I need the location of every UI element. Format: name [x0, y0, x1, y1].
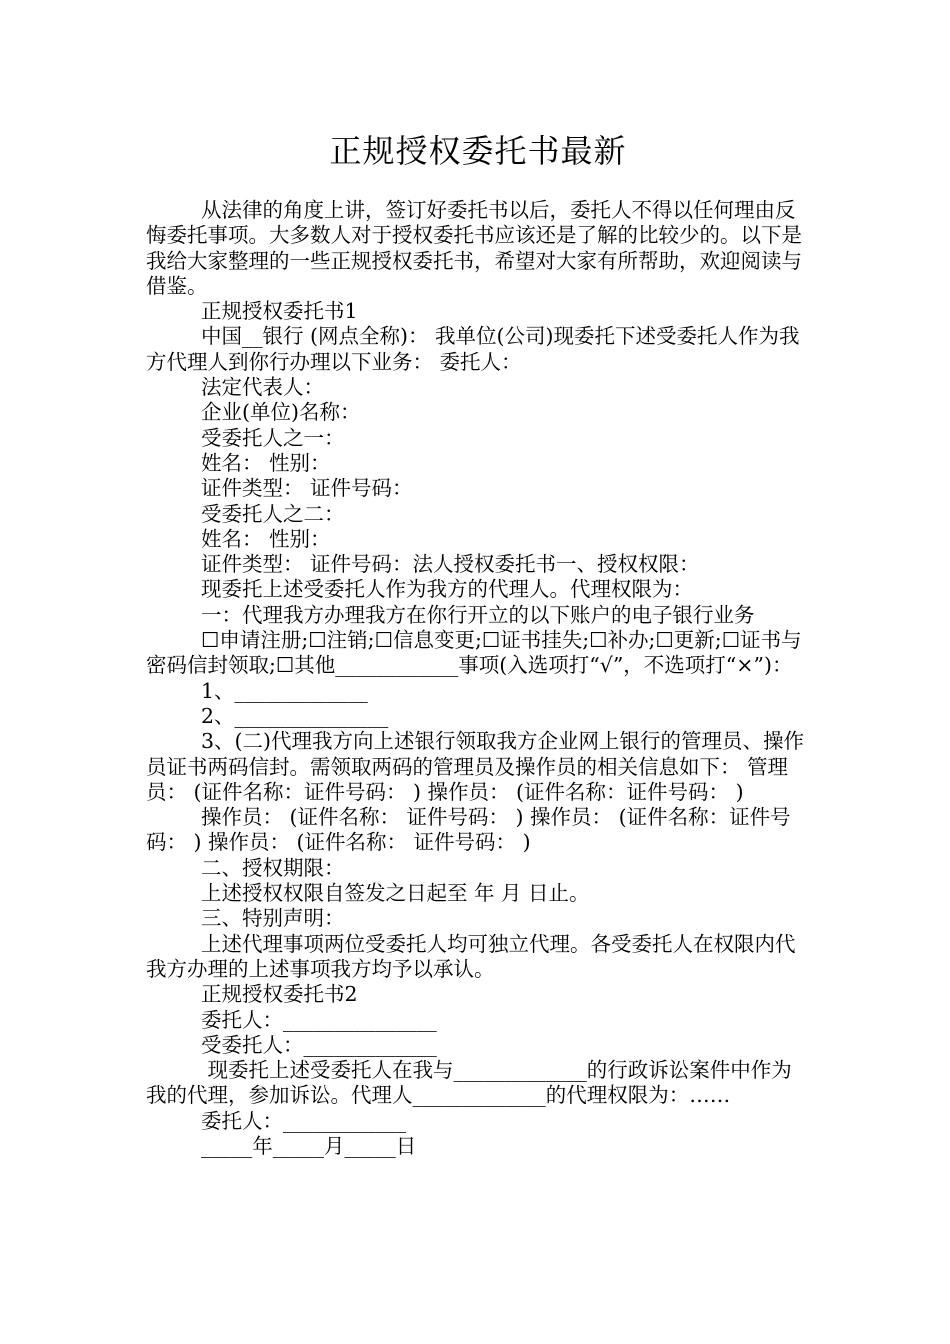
paragraph: 现委托上述受委托人作为我方的代理人。代理权限为： [201, 577, 693, 602]
section-heading-1: 正规授权委托书1 [201, 299, 358, 324]
paragraph: 受委托人之二： [201, 501, 345, 526]
paragraph: 1、_____________ [201, 678, 368, 703]
paragraph: 二、授权期限： [201, 855, 345, 880]
paragraph: 现委托上述受委托人在我与_____________的行政诉讼案件中作为我的代理，参加诉讼。代理人_____________的代理权限为：…… [146, 1058, 792, 1108]
paragraph: 企业(单位)名称： [201, 400, 361, 425]
paragraph: 证件类型： 证件号码：法人授权委托书一、授权权限： [201, 552, 700, 577]
paragraph: 受委托人之一： [201, 425, 345, 450]
paragraph: 中国__银行 (网点全称)： 我单位(公司)现委托下述受委托人作为我方代理人到你行办理以下业务： 委托人： [146, 324, 800, 374]
paragraph: 2、_______________ [201, 703, 389, 728]
paragraph: 上述代理事项两位受委托人均可独立代理。各受委托人在权限内代我方办理的上述事项我方均予以承认。 [146, 931, 796, 981]
document-page [146, 0, 810, 1159]
date-line: _____年_____月_____日 [201, 1133, 417, 1158]
paragraph: 证件类型： 证件号码： [201, 476, 413, 501]
paragraph: 上述授权权限自签发之日起至 年 月 日止。 [201, 881, 590, 906]
section-heading-2: 正规授权委托书2 [201, 982, 358, 1007]
paragraph: 三、特别声明： [201, 906, 345, 931]
paragraph: 受委托人：_____________ [201, 1032, 437, 1057]
paragraph: 法定代表人： [201, 375, 324, 400]
paragraph: 操作员： (证件名称： 证件号码： ) 操作员： (证件名称：证件号码： ) 操作员： (证件名称： 证件号码： ) [146, 805, 791, 855]
paragraph: 姓名： 性别： [201, 526, 331, 551]
paragraph: 一：代理我方办理我方在你行开立的以下账户的电子银行业务 [201, 602, 755, 627]
document-title: 正规授权委托书最新 [329, 132, 627, 170]
document-body [146, 198, 810, 1159]
paragraph: 3、(二)代理我方向上述银行领取我方企业网上银行的管理员、操作员证书两码信封。需领取两码的管理员及操作员的相关信息如下： 管理员： (证件名称：证件号码： ) 操作员： (证件名称：证件号码： ) [146, 729, 805, 804]
paragraph: 委托人：_______________ [201, 1007, 437, 1032]
signature-line: 委托人：____________ [201, 1108, 406, 1133]
intro-paragraph: 从法律的角度上讲，签订好委托书以后，委托人不得以任何理由反悔委托事项。大多数人对于授权委托书应该还是了解的比较少的。以下是我给大家整理的一些正规授权委托书，希望对大家有所帮助，欢迎阅读与借鉴。 [146, 198, 802, 298]
checkbox-options-paragraph: ☐申请注册;☐注销;☐信息变更;☐证书挂失;☐补办;☐更新;☐证书与密码信封领取;☐其他____________事项(入选项打“√”，不选项打“×”)： [146, 628, 802, 678]
paragraph: 姓名： 性别： [201, 450, 331, 475]
